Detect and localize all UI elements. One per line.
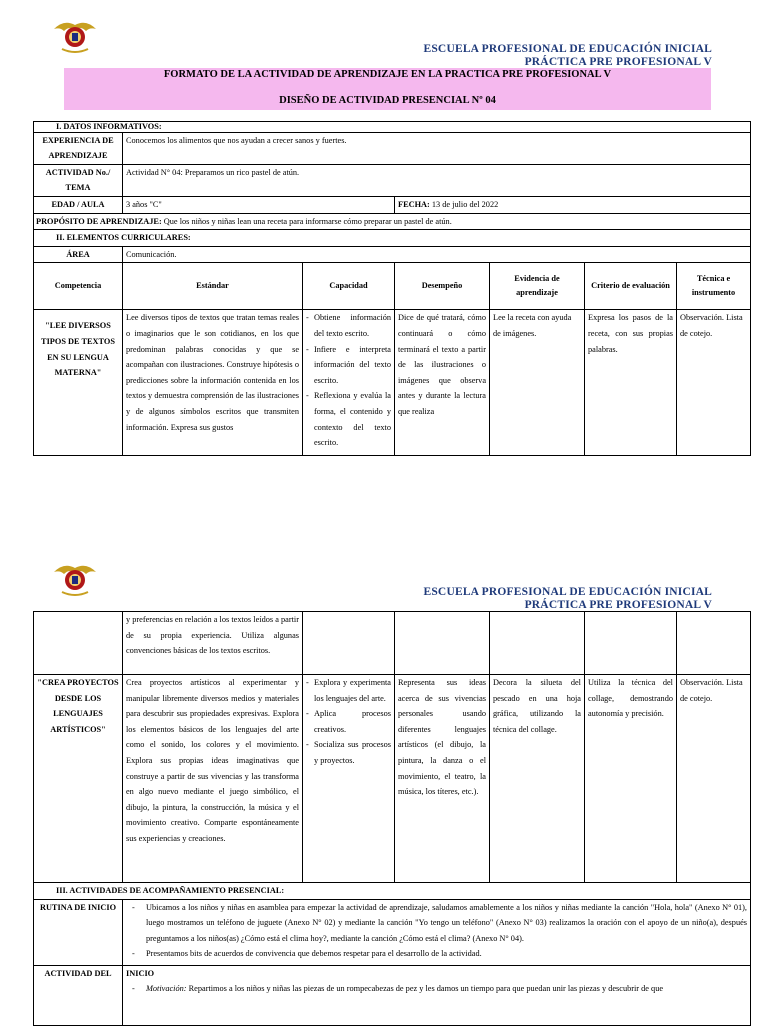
actividad-value: Actividad N° 04: Preparamos un rico pastel de atún.: [123, 165, 751, 197]
tecnica-crea: Observación. Lista de cotejo.: [677, 675, 751, 883]
capacidad-lee-cont: [303, 612, 395, 675]
proposito-label: PROPÓSITO DE APRENDIZAJE: [36, 216, 159, 226]
format-title: FORMATO DE LA ACTIVIDAD DE APRENDIZAJE EN LA PRACTICA PRE PROFESIONAL V: [163, 69, 612, 80]
section-elementos-curriculares: II. ELEMENTOS CURRICULARES:: [34, 230, 751, 247]
criterio-lee-cont: [585, 612, 677, 675]
competencia-lee-cont: [34, 612, 123, 675]
section-datos-informativos: I. DATOS INFORMATIVOS:: [34, 122, 751, 133]
estandar-crea: Crea proyectos artísticos al experimentar y manipular libremente diversos medios y materiales para descubrir sus propiedades expresivas. Explora los elementos básicos de los lenguajes del arte como el sonido, los colores y el movimiento. Explora sus propias ideas imaginativas que construye a partir de sus vivencias y las transforma en algo nuevo mediante el juego simbólico, el dibujo, la pintura, la construcción, la música y el movimiento creativo. Comparte espontáneamente sus experiencias y creaciones.: [123, 675, 303, 883]
estandar-lee-cont: y preferencias en relación a los textos leídos a partir de su propia experiencia. Utiliza algunas convenciones básicas de los textos escritos.: [123, 612, 303, 675]
capacidad-crea: [303, 675, 395, 883]
header-tecnica: Técnica e instrumento: [677, 263, 751, 310]
actividad-label: ACTIVIDAD No./ TEMA: [34, 165, 123, 197]
header-criterio: Criterio de evaluación: [585, 263, 677, 310]
page-1: [0, 0, 768, 470]
proposito-value: Que los niños y niñas lean una receta para informarse cómo preparar un pastel de atún.: [163, 216, 452, 226]
datos-informativos-table: [33, 121, 751, 456]
header-estandar: Estándar: [123, 263, 303, 310]
page-2: [0, 548, 768, 1024]
evidencia-crea: Decora la silueta del pescado en una hoja gráfica, utilizando la técnica del collage.: [490, 675, 585, 883]
capacidad-item: - Aplica procesos creativos.: [306, 706, 391, 737]
fecha-cell: FECHA: 13 de julio del 2022: [395, 197, 751, 214]
capacidad-item: - Socializa sus procesos y proyectos.: [306, 737, 391, 768]
rutina-item: - Ubicamos a los niños y niñas en asamblea para empezar la actividad de aprendizaje, saludamos amablemente a los niños y niñas mediante la canción "Hola, hola" (Anexo N° 01), luego mostramos un teléfono de juguete (Anexo N° 02) y mediante la canción "Yo tengo un teléfono" (Anexo N° 03) realizamos la oración con el apoyo de un niño(a), después preguntamos a los niños(as) ¿Cómo está el clima hoy?, mediante la canción ¿Cómo está el clima? (Anexo N° 04).: [126, 900, 747, 947]
desempeno-crea: Representa sus ideas acerca de sus vivencias personales usando diferentes lenguajes artísticos (el dibujo, la pintura, la danza o el movimiento, el teatro, la música, los títeres, etc.).: [395, 675, 490, 883]
motivacion-label: Motivación:: [146, 984, 187, 994]
design-title: DISEÑO DE ACTIVIDAD PRESENCIAL Nº 04: [279, 95, 496, 106]
school-heading: [423, 43, 712, 69]
desempeno-lee-cont: [395, 612, 490, 675]
school-name: ESCUELA PROFESIONAL DE EDUCACIÓN INICIAL: [423, 586, 712, 598]
rutina-item: - Presentamos bits de acuerdos de convivencia que debemos respetar para el desarrollo de la actividad.: [126, 946, 747, 962]
section-acompanamiento: III. ACTIVIDADES DE ACOMPAÑAMIENTO PRESENCIAL:: [34, 883, 751, 900]
tecnica-lee: Observación. Lista de cotejo.: [677, 310, 751, 456]
fecha-label: FECHA: [398, 200, 428, 209]
criterio-lee: Expresa los pasos de la receta, con sus propias palabras.: [585, 310, 677, 456]
experiencia-label: EXPERIENCIA DE APRENDIZAJE: [34, 133, 123, 165]
capacidad-item: - Obtiene información del texto escrito.: [306, 310, 391, 341]
proposito-cell: PROPÓSITO DE APRENDIZAJE: Que los niños y niñas lean una receta para informarse cómo preparar un pastel de atún.: [34, 213, 751, 230]
school-name: ESCUELA PROFESIONAL DE EDUCACIÓN INICIAL: [423, 43, 712, 55]
rutina-label: RUTINA DE INICIO: [34, 899, 123, 965]
area-label: ÁREA: [34, 246, 123, 263]
desempeno-lee: Dice de qué tratará, cómo continuará o cómo terminará el texto a partir de las ilustraciones o imágenes que observa antes y durante la lectura que realiza: [395, 310, 490, 456]
inicio-label: INICIO: [126, 968, 155, 978]
practice-name: PRÁCTICA PRE PROFESIONAL V: [524, 599, 712, 611]
tecnica-lee-cont: [677, 612, 751, 675]
estandar-lee: Lee diversos tipos de textos que tratan temas reales o imaginarios que le son cotidianos, en los que predominan palabras conocidas y que se acompañan con ilustraciones. Construye hipótesis o predicciones sobre la información contenida en los textos y demuestra comprensión de las ilustraciones y de algunos símbolos escritos que transmiten información. Expresa sus gustos: [123, 310, 303, 456]
capacidad-lee: [303, 310, 395, 456]
capacidad-item: - Explora y experimenta los lenguajes del arte.: [306, 675, 391, 706]
inicio-content: [123, 965, 751, 1025]
evidencia-lee-cont: [490, 612, 585, 675]
motivacion-text: Repartimos a los niños y niñas las piezas de un rompecabezas de pez y les damos un tiempo para que puedan unir las piezas y descubrir de que: [188, 984, 664, 994]
criterio-crea: Utiliza la técnica del collage, demostrando autonomía y precisión.: [585, 675, 677, 883]
school-heading: [423, 586, 712, 612]
competencia-lee: "LEE DIVERSOS TIPOS DE TEXTOS EN SU LENGUA MATERNA": [34, 310, 123, 456]
edad-label: EDAD / AULA: [34, 197, 123, 214]
experiencia-value: Conocemos los alimentos que nos ayudan a crecer sanos y fuertes.: [123, 133, 751, 165]
header-evidencia: Evidencia de aprendizaje: [490, 263, 585, 310]
area-value: Comunicación.: [123, 246, 751, 263]
practice-name: PRÁCTICA PRE PROFESIONAL V: [524, 56, 712, 68]
header-competencia: Competencia: [34, 263, 123, 310]
curriculares-continuation-table: [33, 611, 751, 1026]
evidencia-lee: Lee la receta con ayuda de imágenes.: [490, 310, 585, 456]
edad-value: 3 años "C": [123, 197, 395, 214]
actividad-del-label: ACTIVIDAD DEL: [34, 965, 123, 1025]
title-banner: [64, 68, 711, 110]
competencia-crea: "CREA PROYECTOS DESDE LOS LENGUAJES ARTÍSTICOS": [34, 675, 123, 883]
capacidad-item: - Infiere e interpreta información del texto escrito.: [306, 342, 391, 389]
university-logo: [50, 15, 100, 59]
header-capacidad: Capacidad: [303, 263, 395, 310]
fecha-value: 13 de julio del 2022: [431, 200, 499, 209]
university-logo: [50, 558, 100, 602]
motivacion-item: [126, 981, 747, 997]
header-desempeno: Desempeño: [395, 263, 490, 310]
rutina-content: [123, 899, 751, 965]
capacidad-item: - Reflexiona y evalúa la forma, el contenido y contexto del texto escrito.: [306, 388, 391, 450]
